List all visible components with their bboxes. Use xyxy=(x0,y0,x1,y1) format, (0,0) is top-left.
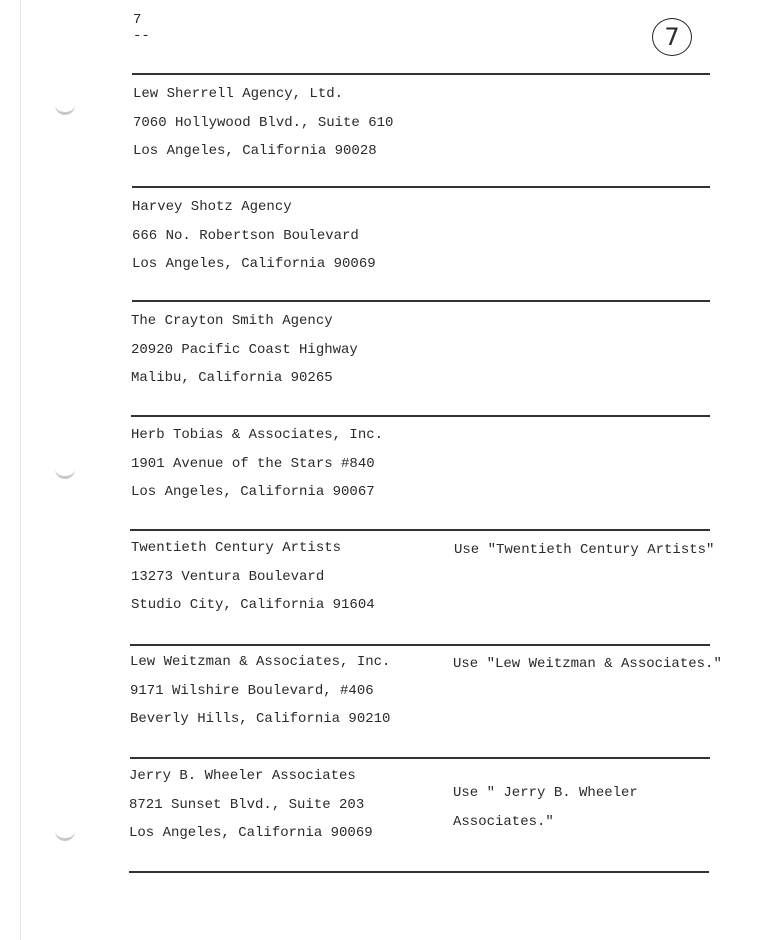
agency-address: 1901 Avenue of the Stars #840 xyxy=(131,455,375,472)
agency-address: 666 No. Robertson Boulevard xyxy=(132,227,359,244)
agency-entry xyxy=(133,80,393,166)
circled-page-number: 7 xyxy=(652,18,692,56)
agency-address: 9171 Wilshire Boulevard, #406 xyxy=(130,682,374,699)
agency-name: Jerry B. Wheeler Associates xyxy=(129,768,356,784)
agency-city: Los Angeles, California 90028 xyxy=(133,143,377,159)
divider-line xyxy=(130,757,710,759)
agency-address: 8721 Sunset Blvd., Suite 203 xyxy=(129,796,365,813)
agency-name: Twentieth Century Artists xyxy=(131,540,342,556)
usage-note: Use "Lew Weitzman & Associates." xyxy=(453,656,722,672)
agency-address: 13273 Ventura Boulevard xyxy=(131,568,325,585)
agency-name: Herb Tobias & Associates, Inc. xyxy=(131,427,384,443)
page-number: 7 xyxy=(133,12,142,28)
punch-hole-mark xyxy=(55,100,75,115)
usage-note: Use "Twentieth Century Artists" xyxy=(454,542,715,558)
agency-entry xyxy=(131,534,375,620)
usage-note-continued: Associates." xyxy=(453,814,554,830)
agency-name: Harvey Shotz Agency xyxy=(132,199,292,215)
agency-address: 7060 Hollywood Blvd., Suite 610 xyxy=(133,114,394,131)
agency-entry xyxy=(131,307,358,393)
punch-hole-mark xyxy=(55,464,75,479)
divider-line xyxy=(131,415,710,417)
agency-address: 20920 Pacific Coast Highway xyxy=(131,341,358,358)
agency-city: Los Angeles, California 90069 xyxy=(129,825,373,841)
agency-city: Malibu, California 90265 xyxy=(131,370,333,386)
divider-line xyxy=(129,871,709,873)
usage-note: Use " Jerry B. Wheeler xyxy=(453,785,638,801)
divider-line xyxy=(130,644,710,646)
agency-entry xyxy=(129,762,373,848)
divider-line xyxy=(132,73,710,75)
agency-name: Lew Sherrell Agency, Ltd. xyxy=(133,86,344,102)
agency-city: Studio City, California 91604 xyxy=(131,597,375,613)
agency-name: The Crayton Smith Agency xyxy=(131,313,333,329)
agency-entry xyxy=(132,193,376,279)
page-number-underline: -- xyxy=(133,28,150,44)
divider-line xyxy=(132,300,710,302)
divider-line xyxy=(132,186,710,188)
agency-name: Lew Weitzman & Associates, Inc. xyxy=(130,654,391,670)
agency-city: Los Angeles, California 90067 xyxy=(131,484,375,500)
divider-line xyxy=(130,529,710,531)
agency-entry xyxy=(131,421,383,507)
agency-entry xyxy=(130,648,390,734)
agency-city: Los Angeles, California 90069 xyxy=(132,256,376,272)
agency-city: Beverly Hills, California 90210 xyxy=(130,711,391,727)
page-edge-line xyxy=(20,0,21,940)
punch-hole-mark xyxy=(55,826,75,841)
